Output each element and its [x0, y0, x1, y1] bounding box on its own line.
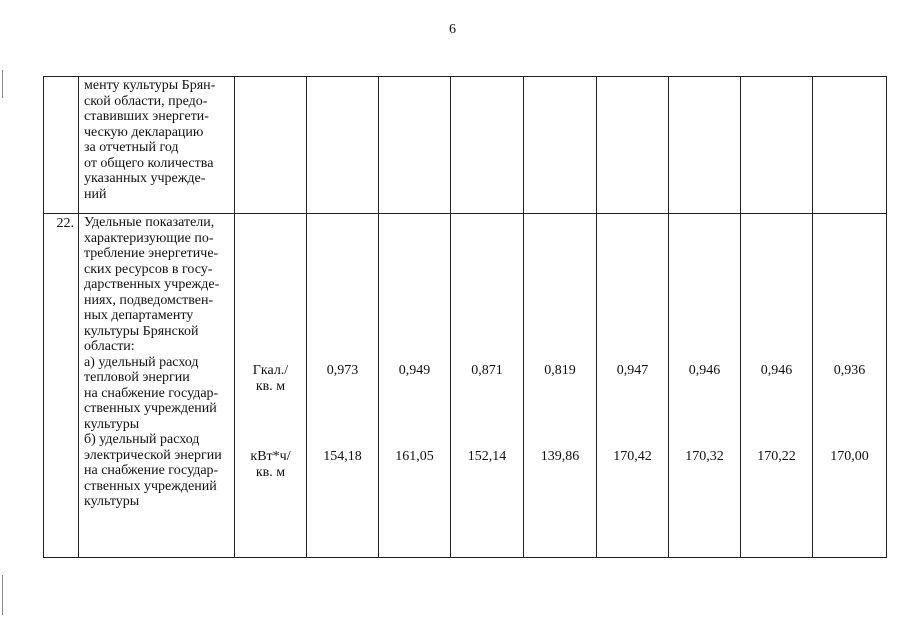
heat-value: 0,936 — [833, 363, 866, 378]
electricity-value: 170,22 — [757, 449, 796, 464]
value-cell — [379, 214, 451, 558]
electricity-value: 170,00 — [830, 449, 869, 464]
heat-value: 0,973 — [326, 363, 359, 378]
unit-heat: Гкал./ кв. м — [252, 363, 289, 394]
value-cell — [307, 214, 379, 558]
row-number-cell — [44, 77, 79, 214]
value-cell — [741, 77, 813, 214]
value-cell — [741, 214, 813, 558]
heat-value: 0,949 — [398, 363, 431, 378]
indicator-description: менту культуры Брян- ской области, предо- ставивших энергети- ческую декларацию за отчетный год от общего количества указанных учрежде- ний — [79, 77, 235, 214]
value-cell — [669, 77, 741, 214]
value-cell — [307, 77, 379, 214]
value-cell — [597, 214, 669, 558]
heat-value: 0,946 — [760, 363, 793, 378]
heat-value: 0,947 — [616, 363, 649, 378]
page-number: 6 — [449, 22, 456, 37]
electricity-value: 154,18 — [323, 449, 362, 464]
value-cell — [451, 214, 524, 558]
electricity-value: 170,42 — [613, 449, 652, 464]
electricity-value: 170,32 — [685, 449, 724, 464]
electricity-value: 152,14 — [467, 449, 507, 464]
electricity-value: 161,05 — [395, 449, 434, 464]
scan-margin-mark — [2, 575, 3, 615]
value-cell — [379, 77, 451, 214]
value-cell — [813, 77, 887, 214]
unit-electricity: кВт*ч/ кв. м — [250, 449, 291, 480]
value-cell — [524, 77, 597, 214]
value-cell — [524, 214, 597, 558]
heat-value: 0,946 — [688, 363, 721, 378]
value-cell — [813, 214, 887, 558]
heat-value: 0,871 — [471, 363, 503, 378]
indicators-table — [43, 76, 887, 558]
row-number-cell: 22. — [44, 214, 79, 558]
table-row-continued — [44, 77, 887, 214]
electricity-value: 139,86 — [540, 449, 580, 464]
value-cell — [597, 77, 669, 214]
value-cell — [451, 77, 524, 214]
scan-margin-mark — [2, 70, 3, 98]
value-cell — [669, 214, 741, 558]
indicator-description: Удельные показатели, характеризующие по- требление энергетиче- ских ресурсов в госу- дарственных учрежде- ниях, подведомствен- ных департаменту культуры Брянской области: а) удельный расход тепловой энергии на снабжение государ- ственных учреждений культуры б) удельный расход электрической энергии на снабжение государ- ственных учреждений культуры — [79, 214, 235, 558]
unit-cell — [235, 77, 307, 214]
unit-cell — [235, 214, 307, 558]
table-row-22 — [44, 214, 887, 558]
heat-value: 0,819 — [544, 363, 576, 378]
